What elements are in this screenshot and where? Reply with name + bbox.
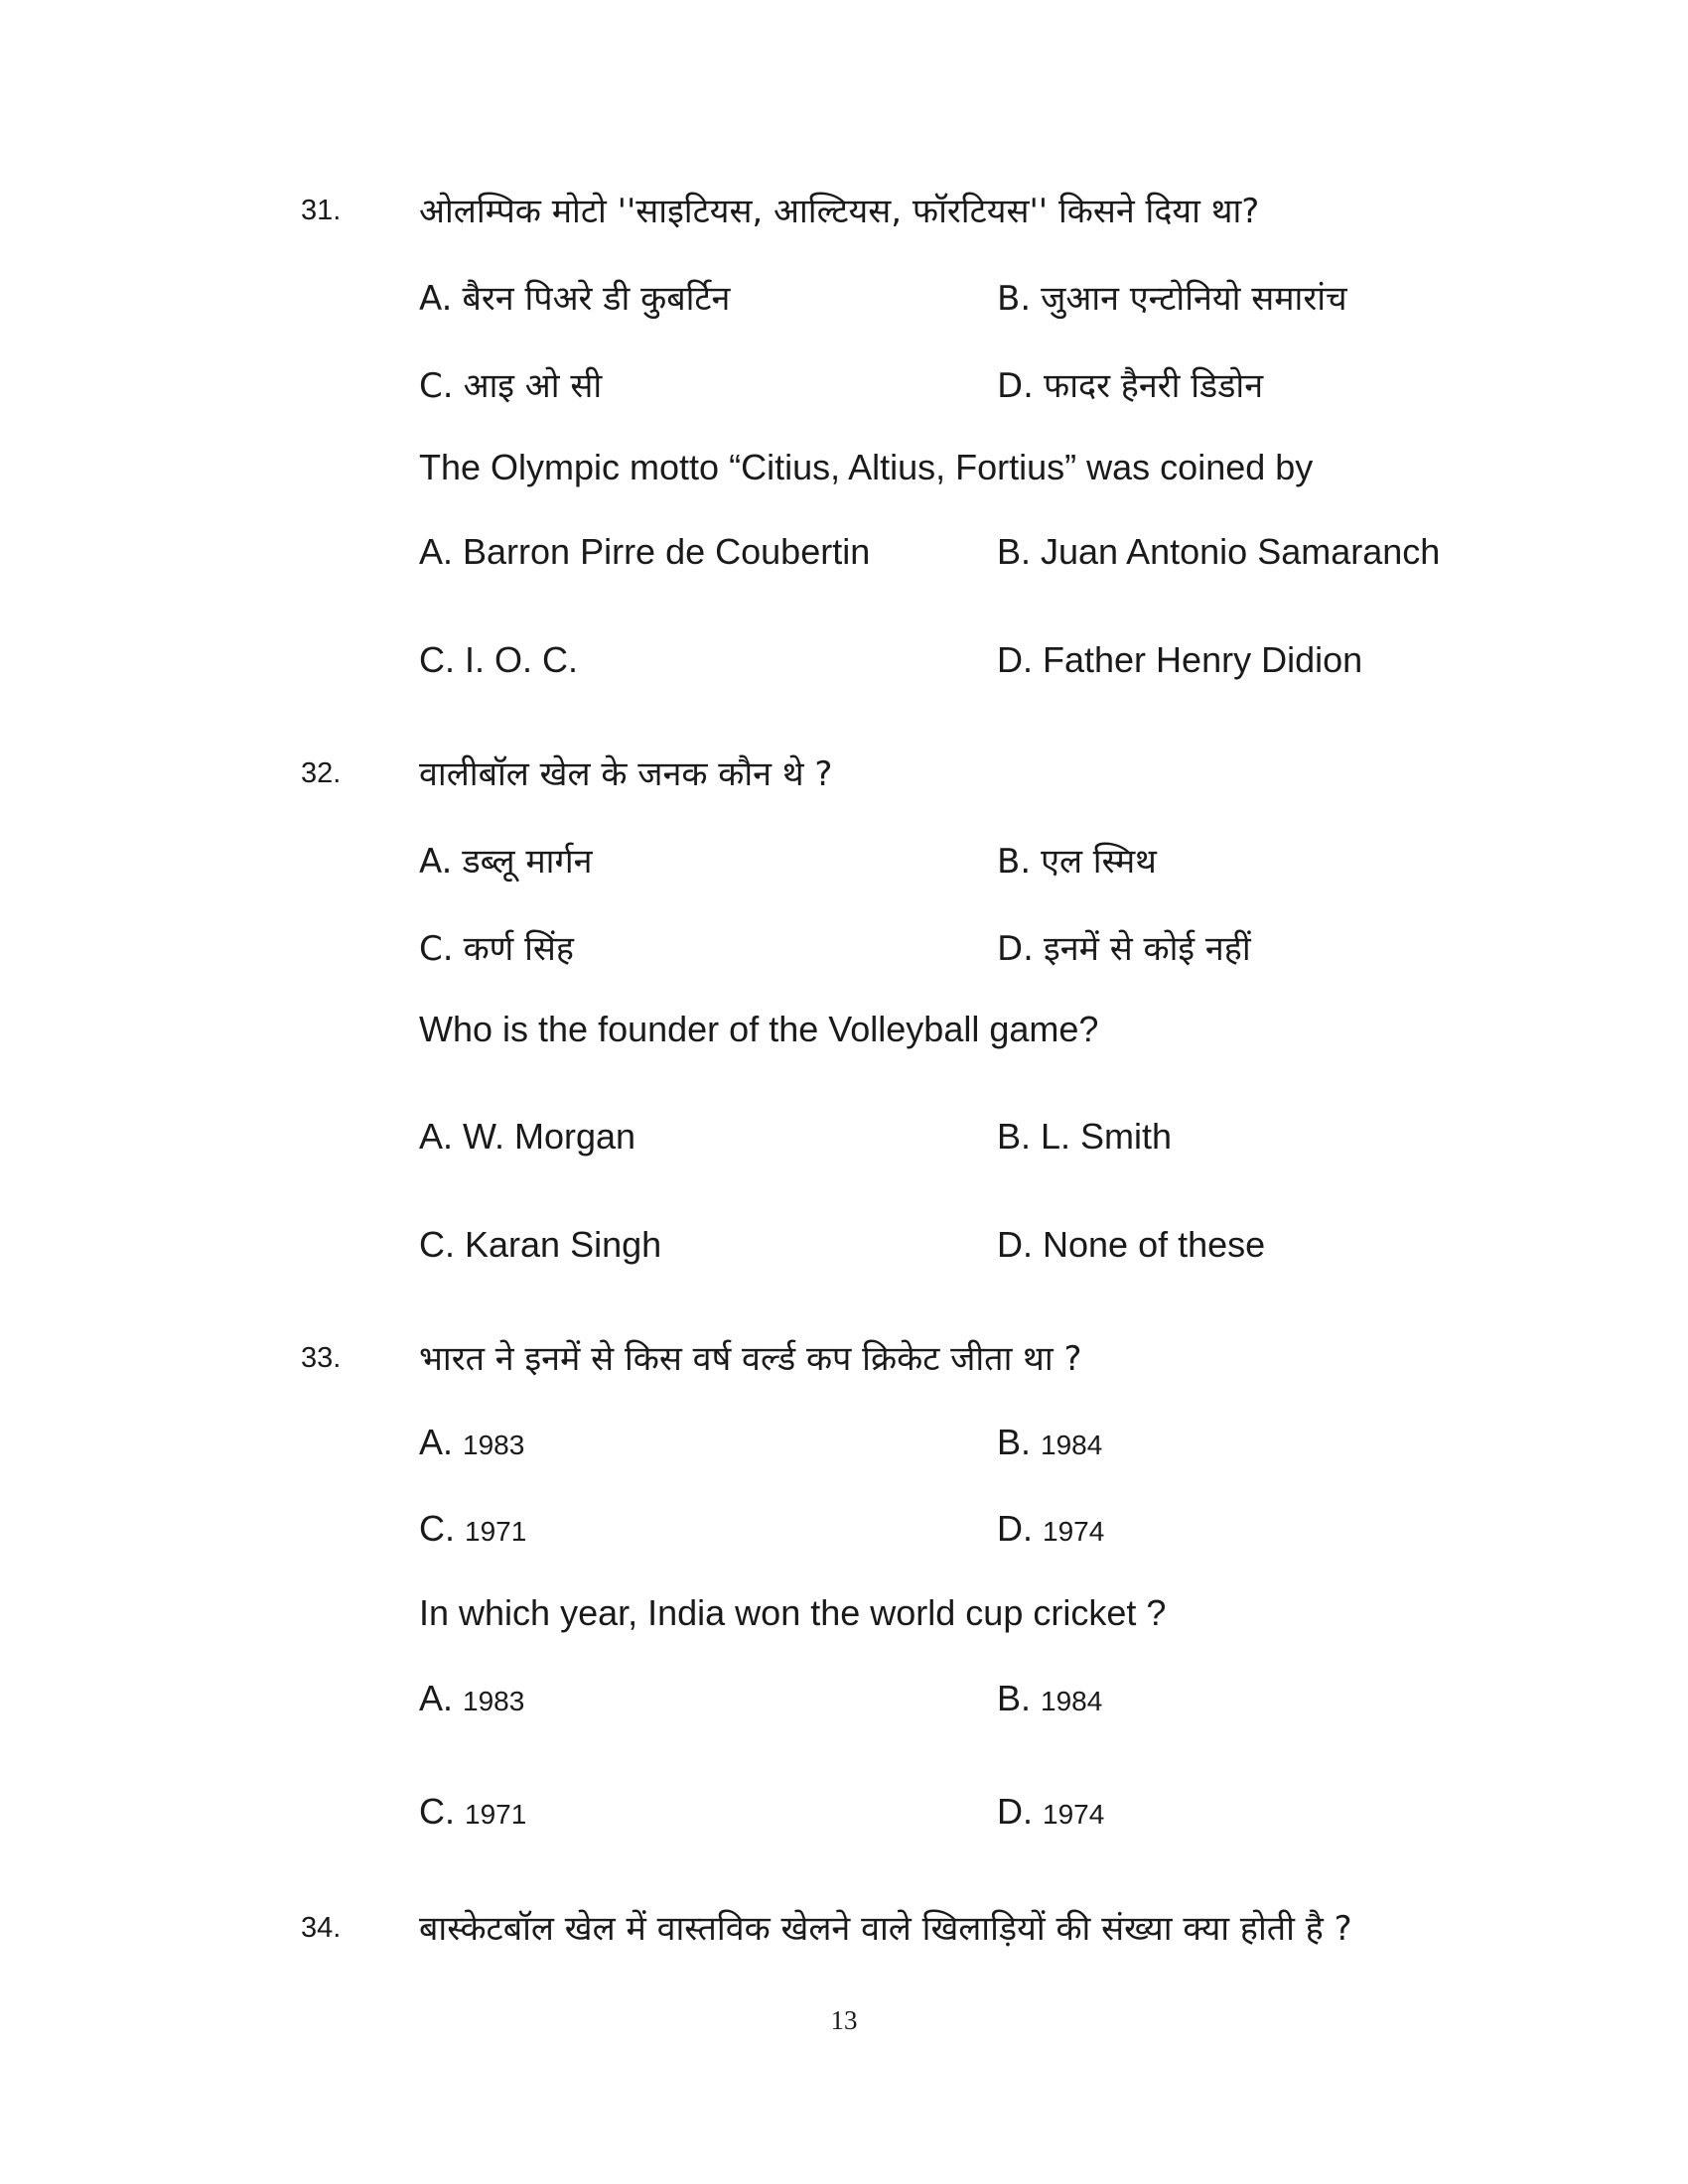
q32-hindi-option-d bbox=[997, 924, 1251, 970]
option-text: जुआन एन्टोनियो समारांच bbox=[1041, 279, 1347, 319]
option-text: 1971 bbox=[465, 1799, 527, 1830]
option-text: 1971 bbox=[465, 1516, 527, 1547]
q33-english-option-a bbox=[419, 1678, 524, 1719]
option-text: इनमें से कोई नहीं bbox=[1044, 929, 1251, 969]
question-32-hindi-text: वालीबॉल खेल के जनक कौन थे ? bbox=[419, 754, 833, 794]
question-32-english-text: Who is the founder of the Volleyball game? bbox=[419, 1009, 1099, 1049]
q31-english-option-a bbox=[419, 531, 870, 573]
q31-hindi-option-b bbox=[997, 274, 1347, 320]
option-text: Father Henry Didion bbox=[1043, 639, 1363, 680]
option-text: 1984 bbox=[1041, 1430, 1103, 1460]
option-letter: C. bbox=[419, 366, 454, 406]
q32-english-option-b bbox=[997, 1116, 1172, 1158]
option-letter: C. bbox=[419, 929, 454, 969]
option-text: कर्ण सिंह bbox=[463, 929, 574, 969]
q31-hindi-option-d bbox=[997, 361, 1263, 407]
q33-hindi-option-b bbox=[997, 1422, 1102, 1463]
option-text: None of these bbox=[1043, 1224, 1266, 1265]
option-text: Juan Antonio Samaranch bbox=[1041, 531, 1441, 572]
option-letter: A. bbox=[419, 842, 453, 882]
option-text: 1983 bbox=[463, 1686, 525, 1716]
q31-english-option-c bbox=[419, 639, 578, 681]
option-letter: B. bbox=[997, 842, 1032, 882]
q31-hindi-option-c bbox=[419, 361, 602, 407]
q32-hindi-option-c bbox=[419, 924, 574, 970]
page-number: 13 bbox=[830, 2005, 858, 2035]
q32-english-option-a bbox=[419, 1116, 635, 1158]
q32-english-option-c bbox=[419, 1224, 661, 1266]
option-letter: A. bbox=[419, 279, 453, 319]
option-letter: D. bbox=[997, 1791, 1033, 1832]
q33-hindi-option-a bbox=[419, 1422, 524, 1463]
option-text: आइ ओ सी bbox=[463, 366, 603, 406]
q33-hindi-option-d bbox=[997, 1508, 1104, 1550]
option-text: Karan Singh bbox=[465, 1224, 662, 1265]
q33-english-option-d bbox=[997, 1791, 1104, 1833]
option-text: 1984 bbox=[1041, 1686, 1103, 1716]
q31-hindi-option-a bbox=[419, 274, 730, 320]
option-letter: B. bbox=[997, 279, 1032, 319]
option-letter: D. bbox=[997, 639, 1033, 680]
question-33-hindi-text: भारत ने इनमें से किस वर्ष वर्ल्ड कप क्रिकेट जीता था ? bbox=[419, 1339, 1082, 1379]
question-31-english-text: The Olympic motto “Citius, Altius, Fortius” was coined by bbox=[419, 447, 1314, 487]
q32-hindi-option-a bbox=[419, 837, 592, 883]
option-letter: D. bbox=[997, 366, 1034, 406]
option-letter: A. bbox=[419, 1678, 454, 1718]
option-text: 1974 bbox=[1043, 1799, 1105, 1830]
question-34-hindi-text: बास्केटबॉल खेल में वास्तविक खेलने वाले खिलाड़ियों की संख्या क्या होती है ? bbox=[419, 1909, 1352, 1949]
option-letter: C. bbox=[419, 639, 455, 680]
question-31-number: 31. bbox=[301, 195, 342, 226]
option-text: एल स्मिथ bbox=[1041, 842, 1157, 882]
option-letter: D. bbox=[997, 1508, 1033, 1549]
option-text: फादर हैनरी डिडोन bbox=[1044, 366, 1264, 406]
option-letter: B. bbox=[997, 531, 1032, 572]
option-letter: C. bbox=[419, 1224, 455, 1265]
option-letter: D. bbox=[997, 1224, 1033, 1265]
q33-hindi-option-c bbox=[419, 1508, 526, 1550]
question-33-english-text: In which year, India won the world cup cricket ? bbox=[419, 1592, 1167, 1633]
q31-english-option-d bbox=[997, 639, 1362, 681]
option-letter: B. bbox=[997, 1678, 1032, 1718]
q31-english-option-b bbox=[997, 531, 1440, 573]
option-letter: B. bbox=[997, 1116, 1032, 1157]
option-letter: C. bbox=[419, 1791, 455, 1832]
option-text: 1974 bbox=[1043, 1516, 1105, 1547]
option-text: डब्लू मार्गन bbox=[462, 842, 593, 882]
q33-english-option-b bbox=[997, 1678, 1102, 1719]
option-letter: D. bbox=[997, 929, 1034, 969]
question-34-number: 34. bbox=[301, 1912, 342, 1944]
question-33-number: 33. bbox=[301, 1342, 342, 1374]
option-text: बैरन पिअरे डी कुबर्टिन bbox=[462, 279, 731, 319]
option-text: 1983 bbox=[463, 1430, 525, 1460]
option-text: W. Morgan bbox=[463, 1116, 636, 1157]
option-letter: B. bbox=[997, 1422, 1032, 1462]
option-letter: C. bbox=[419, 1508, 455, 1549]
option-letter: A. bbox=[419, 1422, 454, 1462]
option-letter: A. bbox=[419, 1116, 454, 1157]
question-32-number: 32. bbox=[301, 757, 342, 789]
option-text: I. O. C. bbox=[465, 639, 579, 680]
option-text: L. Smith bbox=[1041, 1116, 1173, 1157]
option-letter: A. bbox=[419, 531, 454, 572]
q33-english-option-c bbox=[419, 1791, 526, 1833]
option-text: Barron Pirre de Coubertin bbox=[463, 531, 871, 572]
q32-english-option-d bbox=[997, 1224, 1265, 1266]
question-31-hindi-text: ओलम्पिक मोटो ''साइटियस, आल्टियस, फॉरटियस'' किसने दिया था? bbox=[419, 192, 1260, 231]
q32-hindi-option-b bbox=[997, 837, 1157, 883]
